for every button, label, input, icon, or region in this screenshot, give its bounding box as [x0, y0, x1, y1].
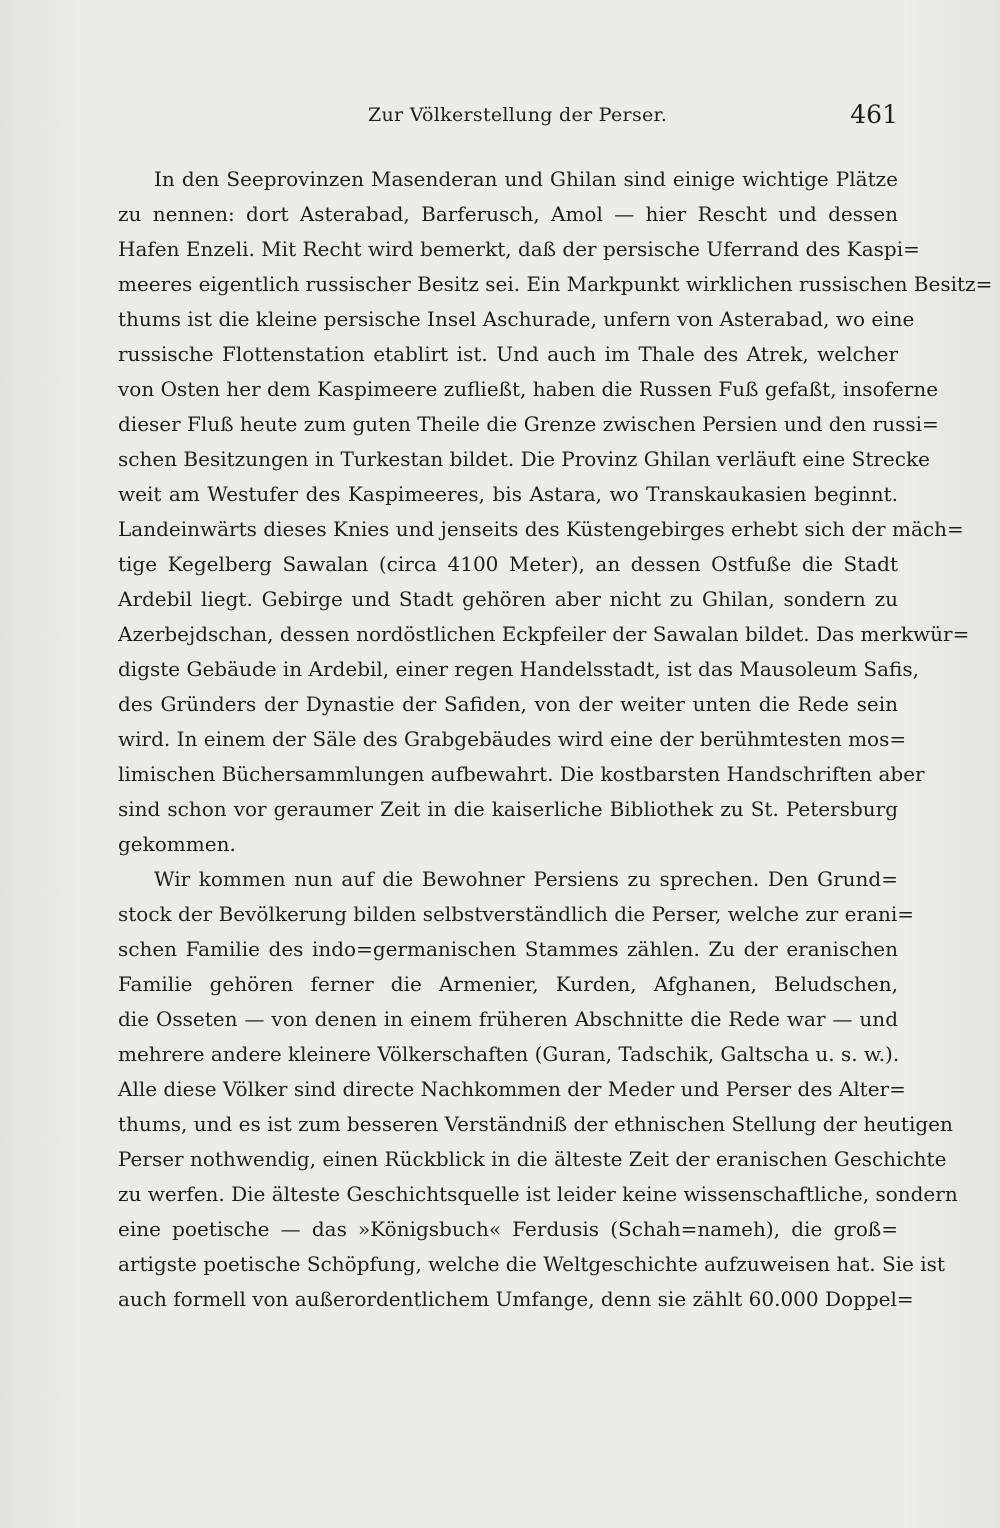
text-line: mehrere andere kleinere Völkerschaften (Guran, Tadschik, Galtscha u. s. w.). [118, 1042, 900, 1066]
text-line: schen Besitzungen in Turkestan bildet. Die Provinz Ghilan verläuft eine Strecke [118, 447, 930, 471]
paragraph [118, 862, 958, 1317]
running-title: Zur Völkerstellung der Perser. [368, 104, 668, 126]
text-line: zu werfen. Die älteste Geschichtsquelle ist leider keine wissenschaftliche, sondern [118, 1182, 958, 1206]
text-line: artigste poetische Schöpfung, welche die Weltgeschichte aufzuweisen hat. Sie ist [118, 1252, 945, 1276]
text-line: des Gründers der Dynastie der Safiden, von der weiter unten die Rede sein [118, 692, 898, 716]
text-line: Azerbejdschan, dessen nordöstlichen Eckpfeiler der Sawalan bildet. Das merkwür= [118, 622, 970, 646]
body-text [118, 162, 993, 1317]
text-line: Familie gehören ferner die Armenier, Kurden, Afghanen, Beludschen, [118, 972, 898, 996]
text-line: thums ist die kleine persische Insel Aschurade, unfern von Asterabad, wo eine [118, 307, 915, 331]
text-line: gekommen. [118, 832, 236, 856]
text-line: tige Kegelberg Sawalan (circa 4100 Meter), an dessen Ostfuße die Stadt [118, 552, 898, 576]
text-line: Alle diese Völker sind directe Nachkommen der Meder und Perser des Alter= [118, 1077, 906, 1101]
text-line: dieser Fluß heute zum guten Theile die Grenze zwischen Persien und den russi= [118, 412, 939, 436]
text-line: limischen Büchersammlungen aufbewahrt. Die kostbarsten Handschriften aber [118, 762, 925, 786]
text-line: digste Gebäude in Ardebil, einer regen Handelsstadt, ist das Mausoleum Safis, [118, 657, 919, 681]
text-line: meeres eigentlich russischer Besitz sei. Ein Markpunkt wirklichen russischen Besitz= [118, 272, 993, 296]
text-line: zu nennen: dort Asterabad, Barferusch, Amol — hier Rescht und dessen [118, 202, 898, 226]
text-line: Ardebil liegt. Gebirge und Stadt gehören aber nicht zu Ghilan, sondern zu [118, 587, 898, 611]
text-line: Hafen Enzeli. Mit Recht wird bemerkt, daß der persische Uferrand des Kaspi= [118, 237, 920, 261]
text-line: In den Seeprovinzen Masenderan und Ghilan sind einige wichtige Plätze [154, 167, 898, 191]
text-line: die Osseten — von denen in einem früheren Abschnitte die Rede war — und [118, 1007, 898, 1031]
text-line: thums, und es ist zum besseren Verständniß der ethnischen Stellung der heutigen [118, 1112, 953, 1136]
page-number: 461 [850, 100, 898, 129]
text-line: von Osten her dem Kaspimeere zufließt, haben die Russen Fuß gefaßt, insoferne [118, 377, 939, 401]
text-line: russische Flottenstation etablirt ist. Und auch im Thale des Atrek, welcher [118, 342, 898, 366]
text-line: weit am Westufer des Kaspimeeres, bis Astara, wo Transkaukasien beginnt. [118, 482, 898, 506]
text-line: stock der Bevölkerung bilden selbstverständlich die Perser, welche zur erani= [118, 902, 915, 926]
text-line: auch formell von außerordentlichem Umfange, denn sie zählt 60.000 Doppel= [118, 1287, 914, 1311]
page-header [118, 100, 898, 134]
text-line: wird. In einem der Säle des Grabgebäudes wird eine der berühmtesten mos= [118, 727, 907, 751]
text-line: Perser nothwendig, einen Rückblick in die älteste Zeit der eranischen Geschichte [118, 1147, 947, 1171]
paragraph [118, 162, 993, 862]
text-line: Landeinwärts dieses Knies und jenseits des Küstengebirges erhebt sich der mäch= [118, 517, 964, 541]
text-line: sind schon vor geraumer Zeit in die kaiserliche Bibliothek zu St. Petersburg [118, 797, 898, 821]
text-line: eine poetische — das »Königsbuch« Ferdusis (Schah=nameh), die groß= [118, 1217, 898, 1241]
text-line: schen Familie des indo=germanischen Stammes zählen. Zu der eranischen [118, 937, 898, 961]
text-line: Wir kommen nun auf die Bewohner Persiens zu sprechen. Den Grund= [154, 867, 898, 891]
